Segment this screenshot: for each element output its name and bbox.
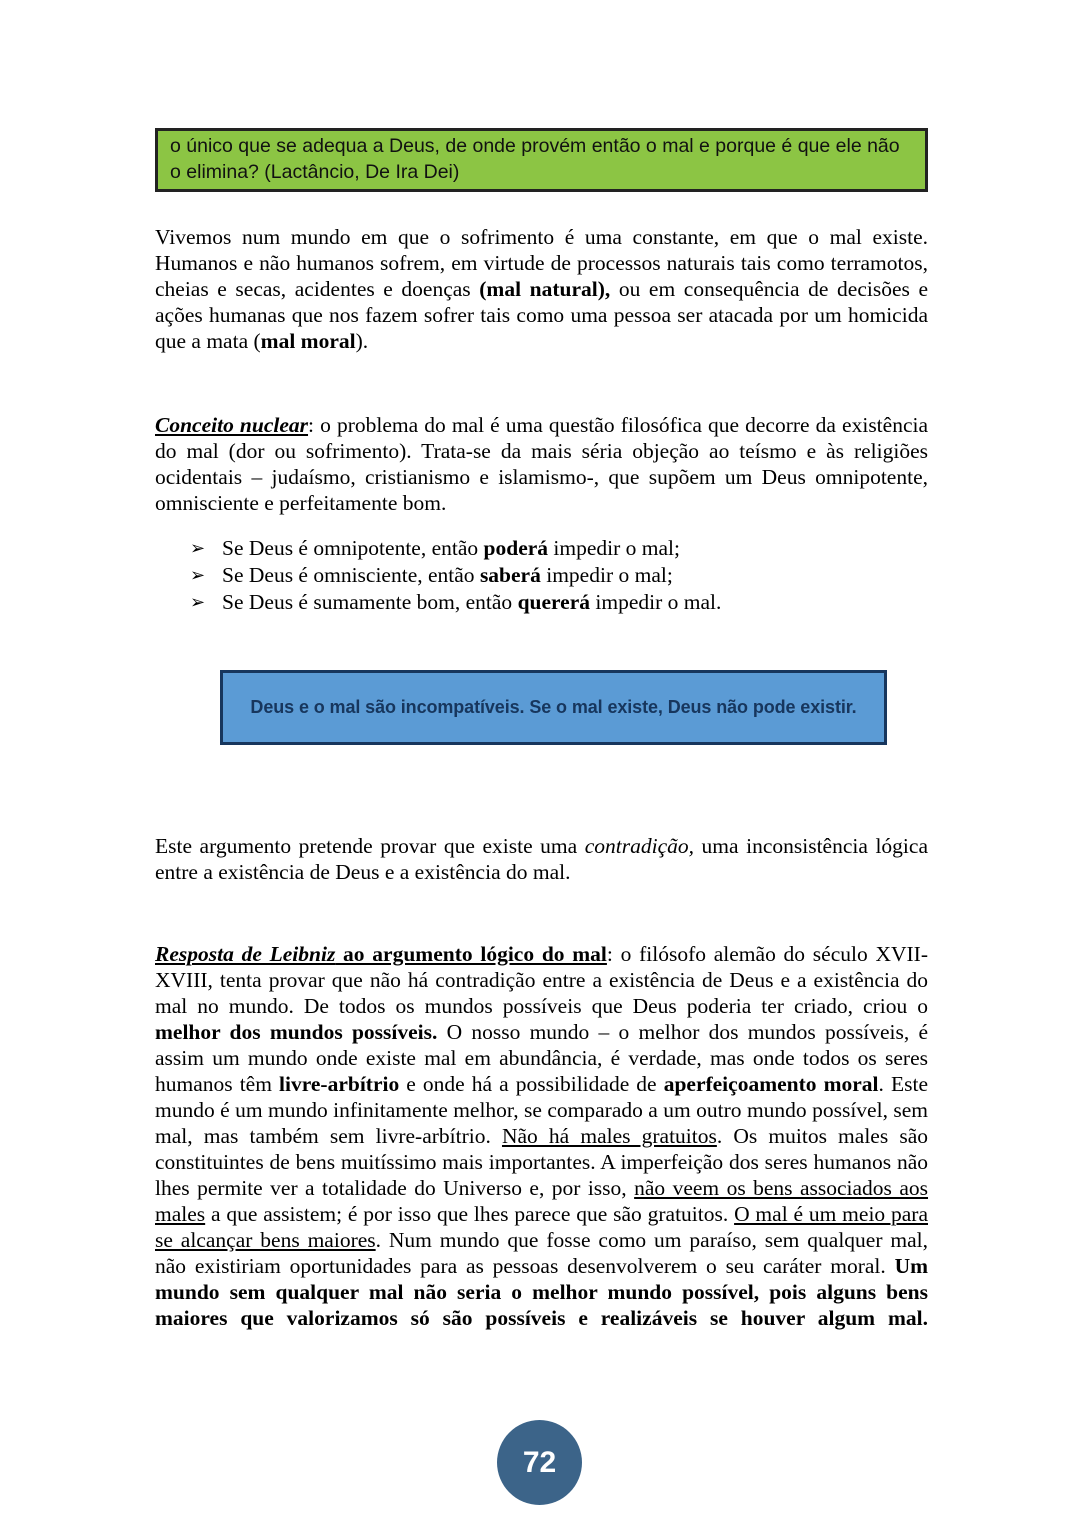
conclusion-box-text: Deus e o mal são incompatíveis. Se o mal existe, Deus não pode existir.: [250, 697, 857, 717]
paragraph-argument: Este argumento pretende provar que existe uma contradição, uma inconsistência lógica entre a existência de Deus e a existência do mal.: [155, 834, 928, 884]
arrow-bullet-icon: ➢: [190, 538, 206, 559]
page-number: 72: [522, 1445, 557, 1479]
list-item: [155, 562, 928, 589]
quote-box-text: o único que se adequa a Deus, de onde provém então o mal e porque é que ele não o elimina? (Lactâncio, De Ira Dei): [170, 135, 900, 183]
list-item: [155, 535, 928, 562]
paragraph-concept-nuclear: Conceito nuclear: o problema do mal é uma questão filosófica que decorre da existência do mal (dor ou sofrimento). Trata-se da mais séria objeção ao teísmo e às religiões ocidentais – judaísmo, cristianismo e islamismo-, que supõem um Deus omnipotente, omnisciente e perfeitamente bom.: [155, 413, 929, 515]
quote-box: [155, 128, 928, 192]
list-item-text: Se Deus é omnipotente, então poderá impedir o mal;: [222, 536, 680, 560]
paragraph-leibniz-response: Resposta de Leibniz ao argumento lógico do mal: o filósofo alemão do século XVII-XVIII, tenta provar que não há contradição entre a existência de Deus e a existência do mal no mundo. De todos os mundos possíveis que Deus poderia ter criado, criou o melhor dos mundos possíveis. O nosso mundo – o melhor dos mundos possíveis, é assim um mundo onde existe mal em abundância, é verdade, mas onde todos os seres humanos têm livre-arbítrio e onde há a possibilidade de aperfeiçoamento moral. Este mundo é um mundo infinitamente melhor, se comparado a um outro mundo possível, sem mal, mas também sem livre-arbítrio. Não há males gratuitos. Os muitos males são constituintes de bens muitíssimo mais importantes. A imperfeição dos seres humanos não lhes permite ver a totalidade do Universo e, por isso, não veem os bens associados aos males a que assistem; é por isso que lhes parece que são gratuitos. O mal é um meio para se alcançar bens maiores. Num mundo que fosse como um paraíso, sem qualquer mal, não existiriam oportunidades para as pessoas desenvolverem o seu caráter moral. Um mundo sem qualquer mal não seria o melhor mundo possível, pois alguns bens maiores que valorizamos só são possíveis e realizáveis se houver algum mal.: [155, 942, 929, 1330]
list-item: [155, 589, 928, 616]
bullet-list: [155, 535, 928, 616]
paragraph-intro: Vivemos num mundo em que o sofrimento é uma constante, em que o mal existe. Humanos e não humanos sofrem, em virtude de processos naturais tais como terramotos, cheias e secas, acidentes e doenças (mal natural), ou em consequência de decisões e ações humanas que nos fazem sofrer tais como uma pessoa ser atacada por um homicida que a mata (mal moral).: [155, 225, 928, 353]
conclusion-box: [220, 670, 887, 745]
arrow-bullet-icon: ➢: [190, 565, 206, 586]
list-item-text: Se Deus é omnisciente, então saberá impedir o mal;: [222, 563, 673, 587]
list-item-text: Se Deus é sumamente bom, então quererá impedir o mal.: [222, 590, 722, 614]
page-number-badge: [497, 1420, 582, 1505]
arrow-bullet-icon: ➢: [190, 592, 206, 613]
